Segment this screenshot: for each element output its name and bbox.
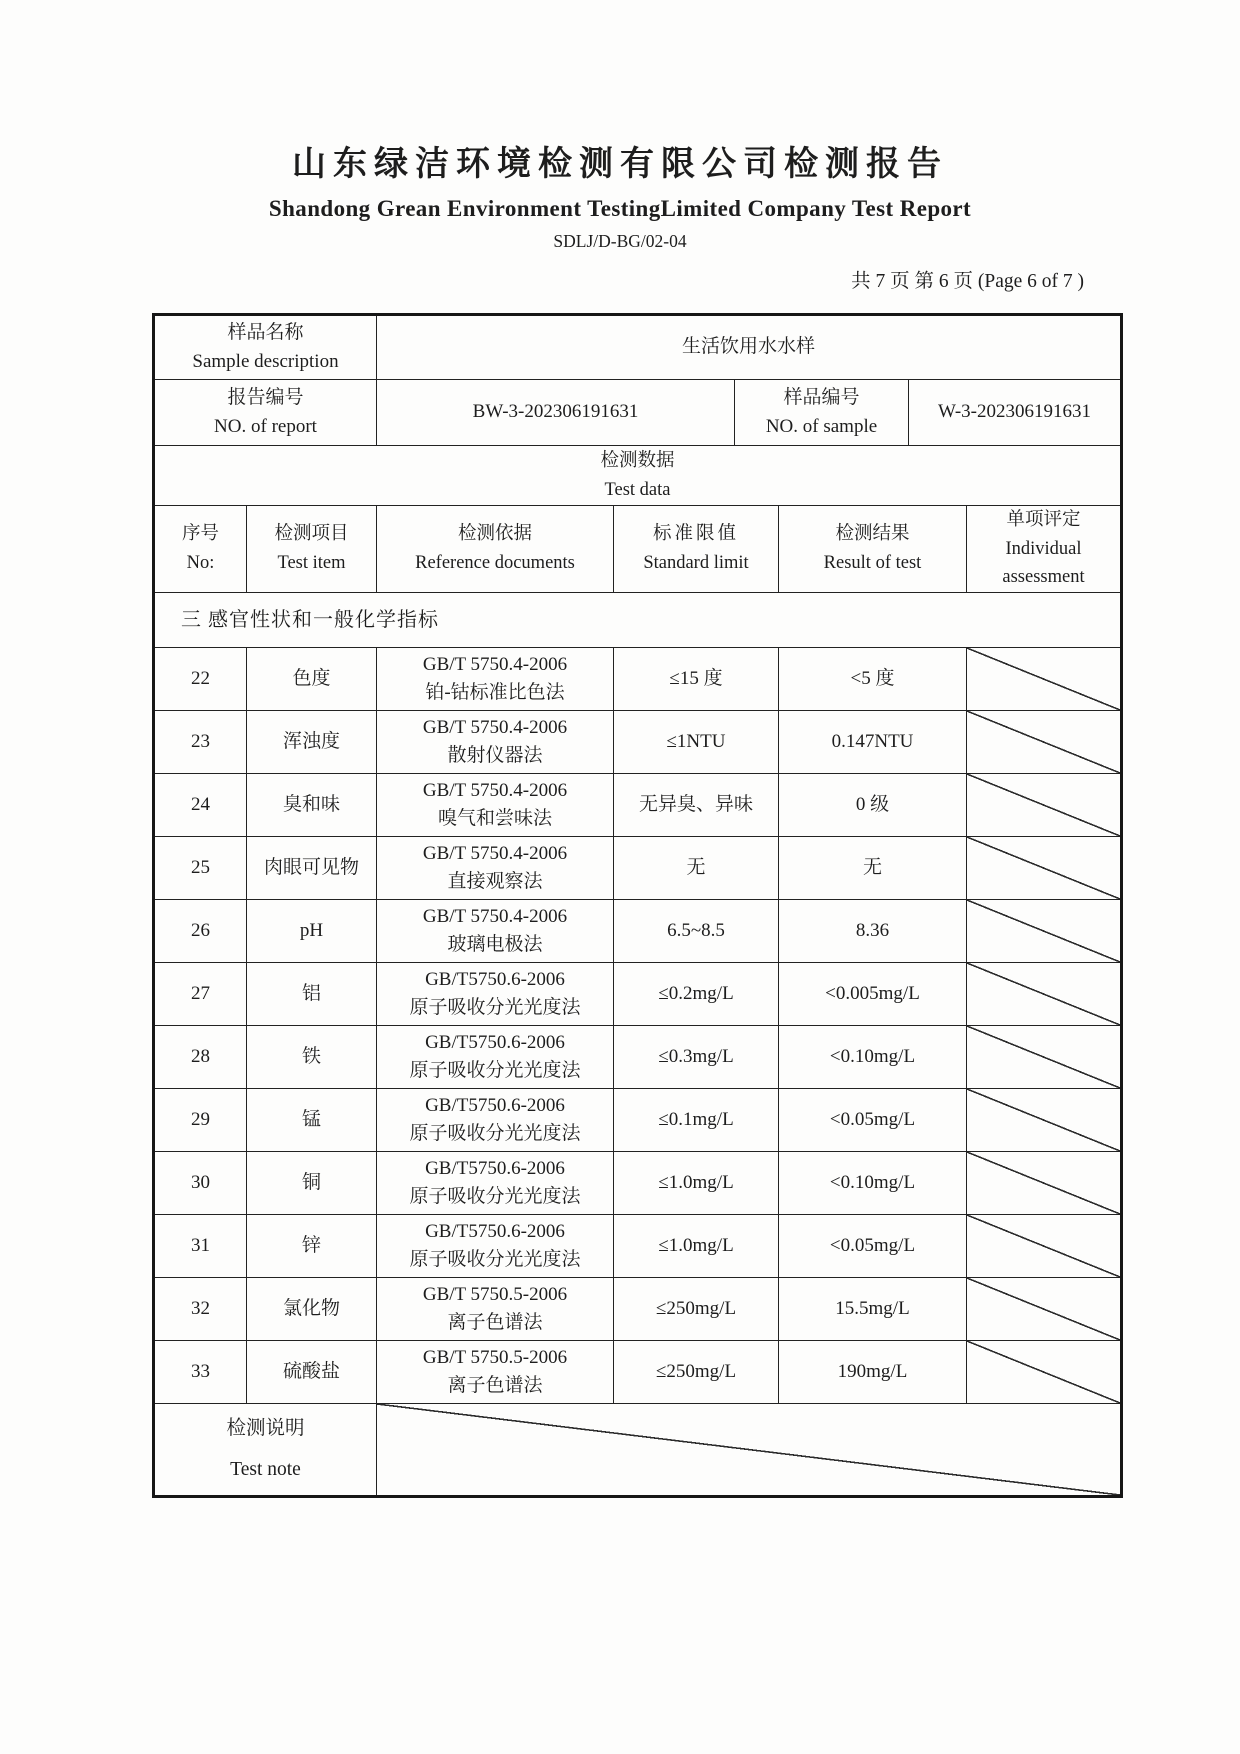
row-assessment-blank bbox=[967, 1215, 1120, 1278]
row-reference-line2: 散射仪器法 bbox=[447, 745, 543, 766]
col-header-limit-cn: 标准限值 bbox=[652, 524, 739, 545]
row-reference-line2: 离子色谱法 bbox=[447, 1312, 543, 1333]
row-item: 氯化物 bbox=[247, 1278, 377, 1341]
col-header-assessment-cn: 单项评定 bbox=[1006, 510, 1081, 530]
test-note-value-blank bbox=[377, 1404, 1120, 1495]
row-reference-line2: 原子吸收分光光度法 bbox=[409, 1060, 581, 1081]
row-limit: ≤250mg/L bbox=[614, 1278, 779, 1341]
row-no: 22 bbox=[155, 648, 247, 711]
row-reference bbox=[377, 1152, 614, 1215]
row-result: <0.05mg/L bbox=[779, 1215, 967, 1278]
row-limit: ≤0.2mg/L bbox=[614, 963, 779, 1026]
row-result: 无 bbox=[779, 837, 967, 900]
row-limit: ≤0.1mg/L bbox=[614, 1089, 779, 1152]
test-data-banner-cn: 检测数据 bbox=[600, 450, 675, 471]
row-reference bbox=[377, 1278, 614, 1341]
report-no-label bbox=[155, 380, 377, 446]
row-reference-line2: 原子吸收分光光度法 bbox=[409, 1249, 581, 1270]
row-reference-line2: 离子色谱法 bbox=[447, 1375, 543, 1396]
row-no: 27 bbox=[155, 963, 247, 1026]
row-no: 26 bbox=[155, 900, 247, 963]
row-item: 臭和味 bbox=[247, 774, 377, 837]
test-note-label-en: Test note bbox=[230, 1458, 301, 1480]
report-no-label-cn: 报告编号 bbox=[227, 387, 304, 408]
row-reference-line2: 直接观察法 bbox=[447, 871, 543, 892]
row-reference-line1: GB/T 5750.4-2006 bbox=[422, 842, 568, 864]
row-result: <0.10mg/L bbox=[779, 1152, 967, 1215]
row-reference-line2: 原子吸收分光光度法 bbox=[409, 1186, 581, 1207]
row-item: 锰 bbox=[247, 1089, 377, 1152]
row-reference-line2: 玻璃电极法 bbox=[447, 934, 543, 955]
row-reference-line2: 原子吸收分光光度法 bbox=[409, 1123, 581, 1144]
col-header-reference-cn: 检测依据 bbox=[457, 524, 532, 545]
row-reference bbox=[377, 774, 614, 837]
row-reference-line1: GB/T 5750.5-2006 bbox=[422, 1346, 568, 1368]
row-reference-line2: 嗅气和尝味法 bbox=[437, 808, 552, 829]
row-limit: 无 bbox=[614, 837, 779, 900]
row-no: 29 bbox=[155, 1089, 247, 1152]
col-header-item-en: Test item bbox=[277, 553, 346, 573]
row-assessment-blank bbox=[967, 900, 1120, 963]
row-assessment-blank bbox=[967, 963, 1120, 1026]
row-limit: ≤0.3mg/L bbox=[614, 1026, 779, 1089]
row-reference-line1: GB/T5750.6-2006 bbox=[425, 968, 565, 990]
sample-info-grid bbox=[155, 316, 1120, 446]
test-data-banner bbox=[155, 446, 1120, 506]
row-limit: 无异臭、异味 bbox=[614, 774, 779, 837]
sample-no-label bbox=[735, 380, 909, 446]
report-title-en: Shandong Grean Environment TestingLimited Company Test Report bbox=[268, 196, 972, 221]
col-header-result bbox=[779, 506, 967, 593]
col-header-item bbox=[247, 506, 377, 593]
row-item: 色度 bbox=[247, 648, 377, 711]
row-limit: ≤1NTU bbox=[614, 711, 779, 774]
test-report-table bbox=[152, 313, 1123, 1498]
col-header-no bbox=[155, 506, 247, 593]
row-result: <0.005mg/L bbox=[779, 963, 967, 1026]
col-header-item-cn: 检测项目 bbox=[274, 524, 349, 545]
row-no: 30 bbox=[155, 1152, 247, 1215]
row-reference-line1: GB/T5750.6-2006 bbox=[425, 1094, 565, 1116]
sample-description-label bbox=[155, 316, 377, 380]
sample-description-label-en: Sample description bbox=[192, 350, 339, 372]
row-reference-line1: GB/T 5750.4-2006 bbox=[422, 779, 568, 801]
row-item: 铜 bbox=[247, 1152, 377, 1215]
sample-no-label-cn: 样品编号 bbox=[783, 387, 860, 408]
col-header-assessment-en: Individual bbox=[1005, 538, 1082, 559]
row-reference bbox=[377, 1026, 614, 1089]
col-header-assessment-en2: assessment bbox=[1002, 567, 1085, 588]
row-reference bbox=[377, 1341, 614, 1404]
row-reference-line1: GB/T 5750.4-2006 bbox=[422, 716, 568, 738]
row-result: 15.5mg/L bbox=[779, 1278, 967, 1341]
row-reference-line1: GB/T 5750.4-2006 bbox=[422, 905, 568, 927]
col-header-assessment bbox=[967, 506, 1120, 593]
row-assessment-blank bbox=[967, 1089, 1120, 1152]
row-assessment-blank bbox=[967, 711, 1120, 774]
row-no: 31 bbox=[155, 1215, 247, 1278]
col-header-reference-en: Reference documents bbox=[415, 553, 575, 573]
col-header-result-cn: 检测结果 bbox=[835, 524, 910, 545]
row-assessment-blank bbox=[967, 1278, 1120, 1341]
document-code: SDLJ/D-BG/02-04 bbox=[553, 231, 687, 251]
row-reference-line1: GB/T5750.6-2006 bbox=[425, 1157, 565, 1179]
row-no: 32 bbox=[155, 1278, 247, 1341]
row-no: 33 bbox=[155, 1341, 247, 1404]
row-item: pH bbox=[247, 900, 377, 963]
row-result: <0.10mg/L bbox=[779, 1026, 967, 1089]
row-reference-line1: GB/T 5750.5-2006 bbox=[422, 1283, 568, 1305]
row-assessment-blank bbox=[967, 1026, 1120, 1089]
report-no-label-en: NO. of report bbox=[214, 415, 317, 437]
col-header-reference bbox=[377, 506, 614, 593]
row-result: 0.147NTU bbox=[779, 711, 967, 774]
sample-no-label-en: NO. of sample bbox=[765, 415, 878, 437]
row-no: 28 bbox=[155, 1026, 247, 1089]
row-item: 肉眼可见物 bbox=[247, 837, 377, 900]
row-result: 190mg/L bbox=[779, 1341, 967, 1404]
row-assessment-blank bbox=[967, 837, 1120, 900]
row-limit: 6.5~8.5 bbox=[614, 900, 779, 963]
row-reference-line1: GB/T 5750.4-2006 bbox=[422, 653, 568, 675]
row-reference bbox=[377, 1089, 614, 1152]
row-reference bbox=[377, 963, 614, 1026]
row-no: 23 bbox=[155, 711, 247, 774]
row-item: 锌 bbox=[247, 1215, 377, 1278]
row-assessment-blank bbox=[967, 1152, 1120, 1215]
sample-description-label-cn: 样品名称 bbox=[227, 322, 304, 343]
row-limit: ≤250mg/L bbox=[614, 1341, 779, 1404]
row-result: 0 级 bbox=[779, 774, 967, 837]
row-item: 铁 bbox=[247, 1026, 377, 1089]
row-item: 浑浊度 bbox=[247, 711, 377, 774]
test-data-grid bbox=[155, 506, 1120, 1495]
row-item: 铝 bbox=[247, 963, 377, 1026]
row-assessment-blank bbox=[967, 774, 1120, 837]
row-reference-line1: GB/T5750.6-2006 bbox=[425, 1220, 565, 1242]
col-header-limit bbox=[614, 506, 779, 593]
row-limit: ≤1.0mg/L bbox=[614, 1215, 779, 1278]
row-no: 24 bbox=[155, 774, 247, 837]
section-title: 三 感官性状和一般化学指标 bbox=[155, 593, 1120, 648]
row-assessment-blank bbox=[967, 648, 1120, 711]
row-reference bbox=[377, 900, 614, 963]
row-reference bbox=[377, 648, 614, 711]
test-note-label bbox=[155, 1404, 377, 1495]
row-assessment-blank bbox=[967, 1341, 1120, 1404]
row-no: 25 bbox=[155, 837, 247, 900]
row-result: 8.36 bbox=[779, 900, 967, 963]
report-no-value: BW-3-202306191631 bbox=[377, 380, 735, 446]
row-reference-line2: 铂-钴标准比色法 bbox=[425, 682, 565, 703]
row-reference bbox=[377, 711, 614, 774]
report-title-cn: 山东绿洁环境检测有限公司检测报告 bbox=[292, 146, 948, 183]
page-number: 共 7 页 第 6 页 (Page 6 of 7 ) bbox=[851, 271, 1084, 292]
col-header-limit-en: Standard limit bbox=[643, 553, 749, 573]
row-reference bbox=[377, 837, 614, 900]
test-note-label-cn: 检测说明 bbox=[226, 1417, 305, 1439]
row-reference-line2: 原子吸收分光光度法 bbox=[409, 997, 581, 1018]
row-result: <0.05mg/L bbox=[779, 1089, 967, 1152]
row-limit: ≤15 度 bbox=[614, 648, 779, 711]
col-header-no-cn: 序号 bbox=[181, 524, 219, 545]
test-data-banner-en: Test data bbox=[604, 479, 671, 500]
sample-description-value: 生活饮用水水样 bbox=[377, 316, 1120, 380]
row-reference-line1: GB/T5750.6-2006 bbox=[425, 1031, 565, 1053]
row-item: 硫酸盐 bbox=[247, 1341, 377, 1404]
col-header-no-en: No: bbox=[186, 553, 215, 573]
row-result: <5 度 bbox=[779, 648, 967, 711]
row-limit: ≤1.0mg/L bbox=[614, 1152, 779, 1215]
sample-no-value: W-3-202306191631 bbox=[909, 380, 1120, 446]
col-header-result-en: Result of test bbox=[823, 553, 922, 573]
row-reference bbox=[377, 1215, 614, 1278]
